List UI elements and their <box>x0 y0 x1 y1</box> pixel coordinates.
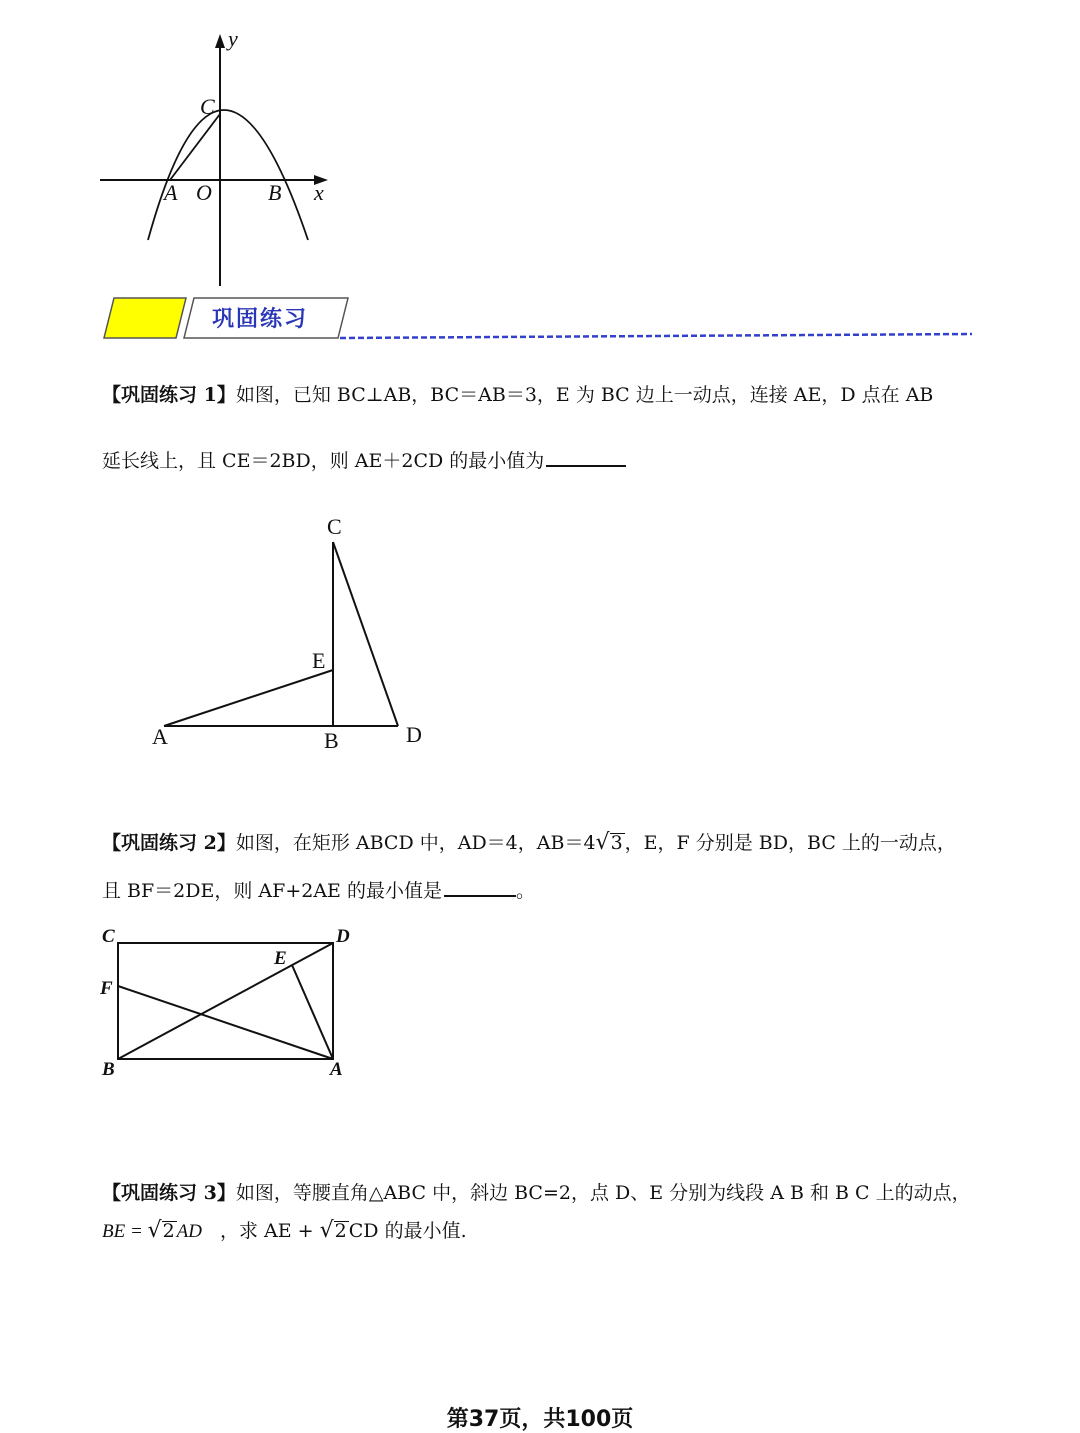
fig2-label-c: C <box>102 926 115 947</box>
fig1-label-a: A <box>152 724 168 749</box>
ex2-text2: 且 BF＝2DE，则 AF+2AE 的最小值是 <box>102 880 442 902</box>
section-title: 巩固练习 <box>212 307 309 332</box>
label-c: C <box>200 94 215 119</box>
segment-ac <box>170 114 220 180</box>
fig1-label-b: B <box>324 728 339 753</box>
fig2-label-f: F <box>100 978 113 999</box>
ex3-formula2-right: CD 的最小值. <box>348 1220 467 1242</box>
ex2-text2-end: 。 <box>515 880 535 902</box>
ex3-sqrt-sign-1: √ <box>147 1218 162 1243</box>
dashed-rule <box>340 334 972 338</box>
ex1-text1: 如图，已知 BC⊥AB，BC＝AB＝3，E 为 BC 边上一动点，连接 AE，D 点在 AB <box>235 384 934 406</box>
fig1-label-c: C <box>327 514 342 539</box>
ex3-line2 <box>102 1218 467 1244</box>
yellow-parallelogram <box>104 298 186 338</box>
label-x: x <box>314 180 324 205</box>
label-y: y <box>228 28 238 51</box>
label-a: A <box>164 180 178 205</box>
ex2-answer-blank <box>444 894 516 897</box>
ex1-answer-blank <box>546 464 626 467</box>
ex3-sqrt-sign-2: √ <box>319 1218 334 1243</box>
ex3-tag: 【巩固练习 3】 <box>102 1182 236 1204</box>
ex2-tag: 【巩固练习 2】 <box>102 832 236 854</box>
diagonal-bd <box>118 943 333 1059</box>
segment-ae <box>292 965 333 1059</box>
ex3-text1: 如图，等腰直角△ABC 中，斜边 BC=2，点 D、E 分别为线段 A B 和 B C 上的动点， <box>235 1182 971 1204</box>
ex2-text1a: 如图，在矩形 ABCD 中，AD＝4，AB＝4 <box>235 832 596 854</box>
ex1-tag: 【巩固练习 1】 <box>102 384 236 406</box>
parabola-figure <box>90 28 350 290</box>
segment-af <box>118 986 333 1059</box>
ex3-formula2-rad: 2 <box>334 1220 347 1242</box>
segment-cd <box>333 542 398 726</box>
fig2-label-d: D <box>336 926 350 947</box>
ex3-mid: ，求 AE + <box>220 1220 320 1242</box>
fig2-label-b: B <box>102 1059 115 1080</box>
ex3-line1 <box>102 1182 971 1205</box>
label-b: B <box>268 180 282 205</box>
ex3-formula1-left: BE = <box>102 1221 148 1242</box>
segment-ae <box>164 670 333 726</box>
fig1-label-e: E <box>312 648 326 673</box>
parabola-curve <box>148 110 308 240</box>
ex3-formula1-rad: 2 <box>162 1220 175 1242</box>
ex1-figure <box>140 508 440 758</box>
label-o: O <box>196 180 212 205</box>
ex2-figure <box>96 922 366 1082</box>
ex2-text1b: ，E，F 分别是 BD，BC 上的一动点， <box>624 832 956 854</box>
ex2-line1 <box>102 830 956 856</box>
page-footer: 第37页，共100页 <box>446 1407 634 1432</box>
ex1-text2: 延长线上，且 CE＝2BD，则 AE＋2CD 的最小值为 <box>102 450 545 472</box>
y-axis-arrow <box>215 34 225 48</box>
ex2-radicand: 3 <box>610 832 623 854</box>
ex2-sqrt-sign: √ <box>595 830 610 855</box>
fig1-label-d: D <box>406 722 422 747</box>
ex2-line2 <box>102 880 535 903</box>
fig2-label-a: A <box>330 1059 343 1080</box>
ex1-line2 <box>102 450 626 473</box>
ex3-formula1-right: AD <box>176 1221 202 1242</box>
fig2-label-e: E <box>274 948 287 969</box>
ex1-line1 <box>102 384 933 407</box>
